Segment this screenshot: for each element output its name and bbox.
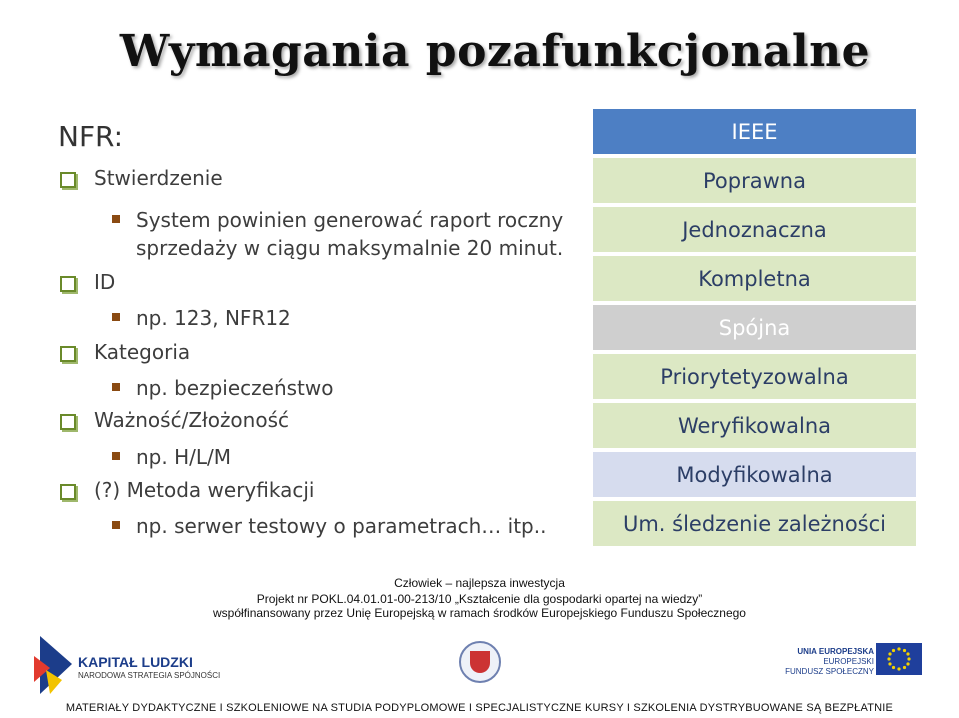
ieee-criteria-table (593, 109, 918, 550)
table-row: Spójna (593, 305, 918, 354)
free-distribution-notice: MATERIAŁY DYDAKTYCZNE I SZKOLENIOWE NA STUDIA PODYPLOMOWE I SPECJALISTYCZNE KURSY I SZKOLENIA DYSTRYBUOWANE SĄ BEZPŁATNIE (65, 702, 894, 714)
footer-cofinance: współfinansowany przez Unię Europejską w ramach środków Europejskiego Funduszu Społecznego (213, 606, 746, 620)
square-bullet-icon (112, 313, 120, 321)
table-row: Um. śledzenie zależności (593, 501, 918, 550)
table-row: Poprawna (593, 158, 918, 207)
checkbox-bullet-icon (60, 276, 76, 292)
table-row: Modyfikowalna (593, 452, 918, 501)
table-header: IEEE (593, 109, 918, 158)
footer-slogan: Człowiek – najlepsza inwestycja (394, 576, 565, 590)
kapital-ludzki-logo-icon (32, 636, 76, 696)
checkbox-bullet-icon (60, 346, 76, 362)
university-emblem-icon (459, 641, 501, 683)
square-bullet-icon (112, 452, 120, 460)
eu-label: UNIA EUROPEJSKA EUROPEJSKI FUNDUSZ SPOŁECZNY (785, 647, 874, 676)
square-bullet-icon (112, 521, 120, 529)
table-row: Weryfikowalna (593, 403, 918, 452)
table-row: Priorytetyzowalna (593, 354, 918, 403)
table-row: Jednoznaczna (593, 207, 918, 256)
square-bullet-icon (112, 215, 120, 223)
nfr-label: NFR: (58, 120, 124, 153)
checkbox-bullet-icon (60, 414, 76, 430)
square-bullet-icon (112, 383, 120, 391)
eu-flag-icon (876, 643, 922, 675)
checkbox-bullet-icon (60, 484, 76, 500)
table-row: Kompletna (593, 256, 918, 305)
page-title: Wymagania pozafunkcjonalne (119, 26, 871, 77)
kapital-ludzki-text: KAPITAŁ LUDZKI NARODOWA STRATEGIA SPÓJNOŚCI (78, 654, 221, 680)
footer-project: Projekt nr POKL.04.01.01-00-213/10 „Kształcenie dla gospodarki opartej na wiedzy” (256, 592, 703, 606)
checkbox-bullet-icon (60, 172, 76, 188)
